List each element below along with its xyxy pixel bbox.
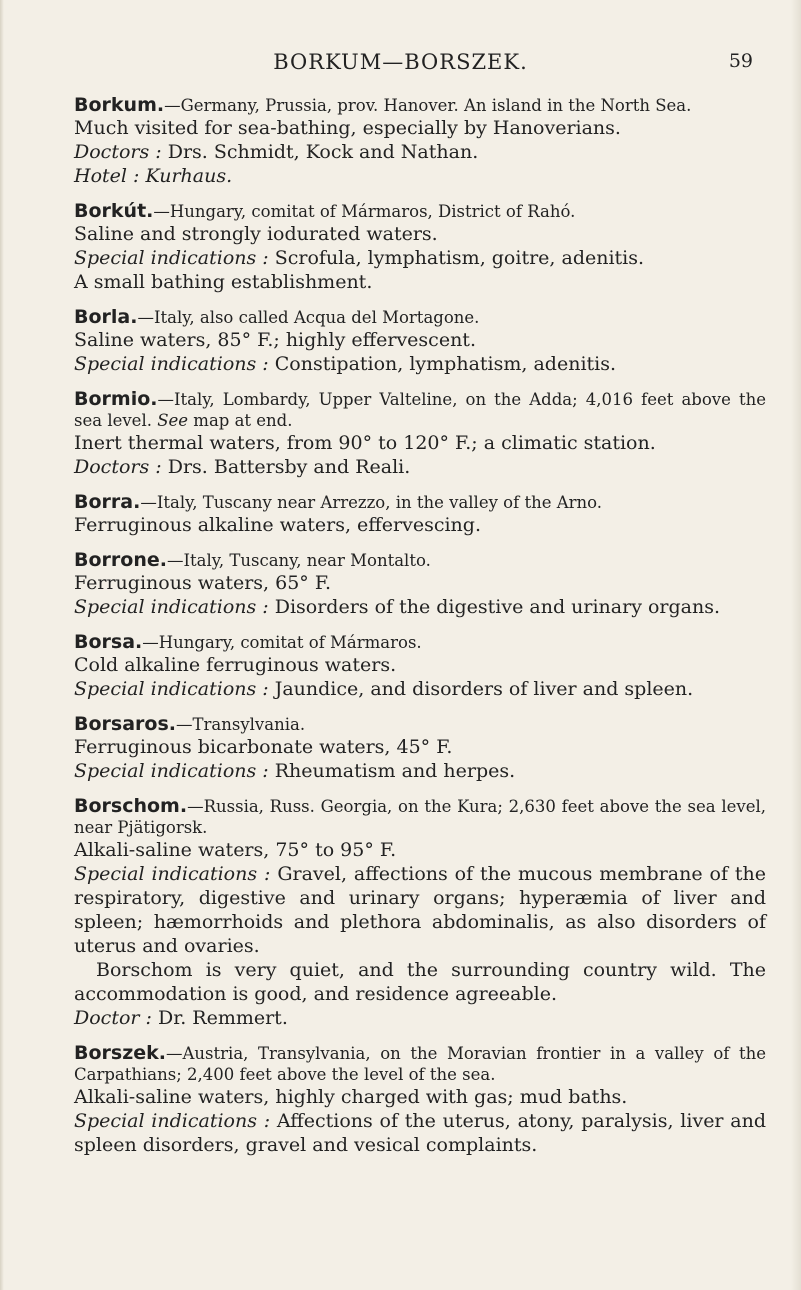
entry-line (74, 455, 766, 479)
entry-line (74, 352, 766, 376)
line-text: Alkali-saline waters, highly charged with gas; mud baths. (74, 1086, 628, 1108)
entry-line (74, 431, 766, 455)
entry-location: —Italy, Tuscany near Arrezzo, in the valley of the Arno. (140, 493, 603, 512)
line-label: Hotel : Kurhaus. (74, 165, 233, 187)
line-label: Doctors : (74, 141, 162, 163)
entry-borsaros (74, 714, 766, 783)
entry-borkut (74, 201, 766, 294)
line-text: Ferruginous alkaline waters, effervescing. (74, 514, 481, 536)
entry-line (74, 595, 766, 619)
line-text: Rheumatism and herpes. (268, 760, 516, 782)
line-label: Special indications : (74, 863, 271, 885)
entry-line (74, 116, 766, 140)
see-reference: See (151, 411, 189, 430)
entry-line (74, 862, 766, 958)
entry-head (74, 389, 766, 431)
entry-head (74, 307, 766, 328)
entry-title: Borsaros. (74, 713, 176, 735)
line-text: Scrofula, lymphatism, goitre, adenitis. (268, 247, 645, 269)
entry-line (74, 246, 766, 270)
entry-borrone (74, 550, 766, 619)
line-label: Special indications : (74, 353, 269, 375)
line-label: Special indications : (74, 596, 269, 618)
entry-title: Borkút. (74, 200, 154, 222)
line-text: Cold alkaline ferruginous waters. (74, 654, 397, 676)
line-text: Much visited for sea-bathing, especially by Hanoverians. (74, 117, 621, 139)
page-edge-left (0, 0, 4, 1290)
entry-line (74, 1109, 766, 1157)
entry-bormio (74, 389, 766, 479)
page-edge-right (791, 0, 801, 1290)
line-text: Ferruginous waters, 65° F. (74, 572, 332, 594)
entry-borla (74, 307, 766, 376)
entry-line (74, 677, 766, 701)
entry-head (74, 632, 766, 653)
line-label: Special indications : (74, 1110, 271, 1132)
entry-head (74, 796, 766, 838)
line-text: Affections of the uterus, atony, paralysis, liver and spleen disorders, gravel and vesical complaints. (74, 1110, 766, 1156)
entry-location: —Italy, Tuscany, near Montalto. (166, 551, 431, 570)
see-reference-tail: map at end. (188, 411, 293, 430)
entry-location: —Austria, Transylvania, on the Moravian frontier in a valley of the Carpathians; 2,400 feet above the level of the sea. (74, 1044, 766, 1084)
entry-borschom (74, 796, 766, 1030)
entry-head (74, 201, 766, 222)
entry-head (74, 95, 766, 116)
entry-title: Borra. (74, 491, 141, 513)
gazetteer-content (74, 95, 766, 1170)
entry-title: Borkum. (74, 94, 165, 116)
line-label: Doctor : (74, 1007, 152, 1029)
line-text: Jaundice, and disorders of liver and spleen. (268, 678, 694, 700)
entry-location: —Hungary, comitat of Mármaros, District of Rahó. (153, 202, 576, 221)
entry-line (74, 513, 766, 537)
page-number: 59 (728, 50, 753, 72)
entry-title: Borschom. (74, 795, 188, 817)
entry-location: —Hungary, comitat of Mármaros. (142, 633, 422, 652)
line-label: Special indications : (74, 247, 269, 269)
entry-borkum (74, 95, 766, 188)
entry-borra (74, 492, 766, 537)
line-text: Dr. Remmert. (151, 1007, 288, 1029)
line-text: Constipation, lymphatism, adenitis. (268, 353, 617, 375)
entry-title: Borszek. (74, 1042, 167, 1064)
entry-borsa (74, 632, 766, 701)
entry-location: —Transylvania. (176, 715, 306, 734)
entry-line (74, 222, 766, 246)
entry-line (74, 571, 766, 595)
page-header (0, 50, 801, 80)
line-text: Borschom is very quiet, and the surrounding country wild. The accommodation is good, and residence agreeable. (74, 959, 766, 1005)
entry-location: —Germany, Prussia, prov. Hanover. An island in the North Sea. (164, 96, 692, 115)
entry-line (74, 328, 766, 352)
entry-location: —Italy, also called Acqua del Mortagone. (137, 308, 480, 327)
entry-title: Borrone. (74, 549, 167, 571)
line-text: Drs. Battersby and Reali. (161, 456, 411, 478)
entry-location: —Russia, Russ. Georgia, on the Kura; 2,630 feet above the sea level, near Pjätigorsk. (74, 797, 766, 837)
line-label: Special indications : (74, 678, 269, 700)
line-text: Saline and strongly iodurated waters. (74, 223, 438, 245)
entry-line (74, 838, 766, 862)
line-text: Inert thermal waters, from 90° to 120° F.; a climatic station. (74, 432, 656, 454)
entry-head (74, 550, 766, 571)
entry-line (74, 958, 766, 1006)
entry-title: Borsa. (74, 631, 143, 653)
entry-borszek (74, 1043, 766, 1157)
entry-line (74, 735, 766, 759)
line-text: Disorders of the digestive and urinary organs. (268, 596, 721, 618)
line-text: Drs. Schmidt, Kock and Nathan. (161, 141, 479, 163)
line-text: Alkali-saline waters, 75° to 95° F. (74, 839, 397, 861)
entry-line (74, 1085, 766, 1109)
entry-head (74, 492, 766, 513)
entry-line (74, 759, 766, 783)
entry-location: —Italy, Lombardy, Upper Valteline, on the Adda; 4,016 feet above the sea level. (74, 390, 766, 430)
line-label: Special indications : (74, 760, 269, 782)
line-text: Gravel, affections of the mucous membrane of the respiratory, digestive and urinary organs; hyperæmia of liver and spleen; hæmorrhoids and plethora abdominalis, as also disorders of uterus and ovaries. (74, 863, 766, 957)
entry-line (74, 270, 766, 294)
entry-head (74, 1043, 766, 1085)
entry-line (74, 1006, 766, 1030)
entry-title: Borla. (74, 306, 138, 328)
line-text: A small bathing establishment. (74, 271, 373, 293)
running-head: BORKUM—BORSZEK. (273, 50, 528, 74)
entry-title: Bormio. (74, 388, 158, 410)
line-text: Saline waters, 85° F.; highly effervescent. (74, 329, 476, 351)
entry-line (74, 140, 766, 164)
entry-line (74, 653, 766, 677)
entry-head (74, 714, 766, 735)
line-text: Ferruginous bicarbonate waters, 45° F. (74, 736, 453, 758)
line-label: Doctors : (74, 456, 162, 478)
entry-line (74, 164, 766, 188)
